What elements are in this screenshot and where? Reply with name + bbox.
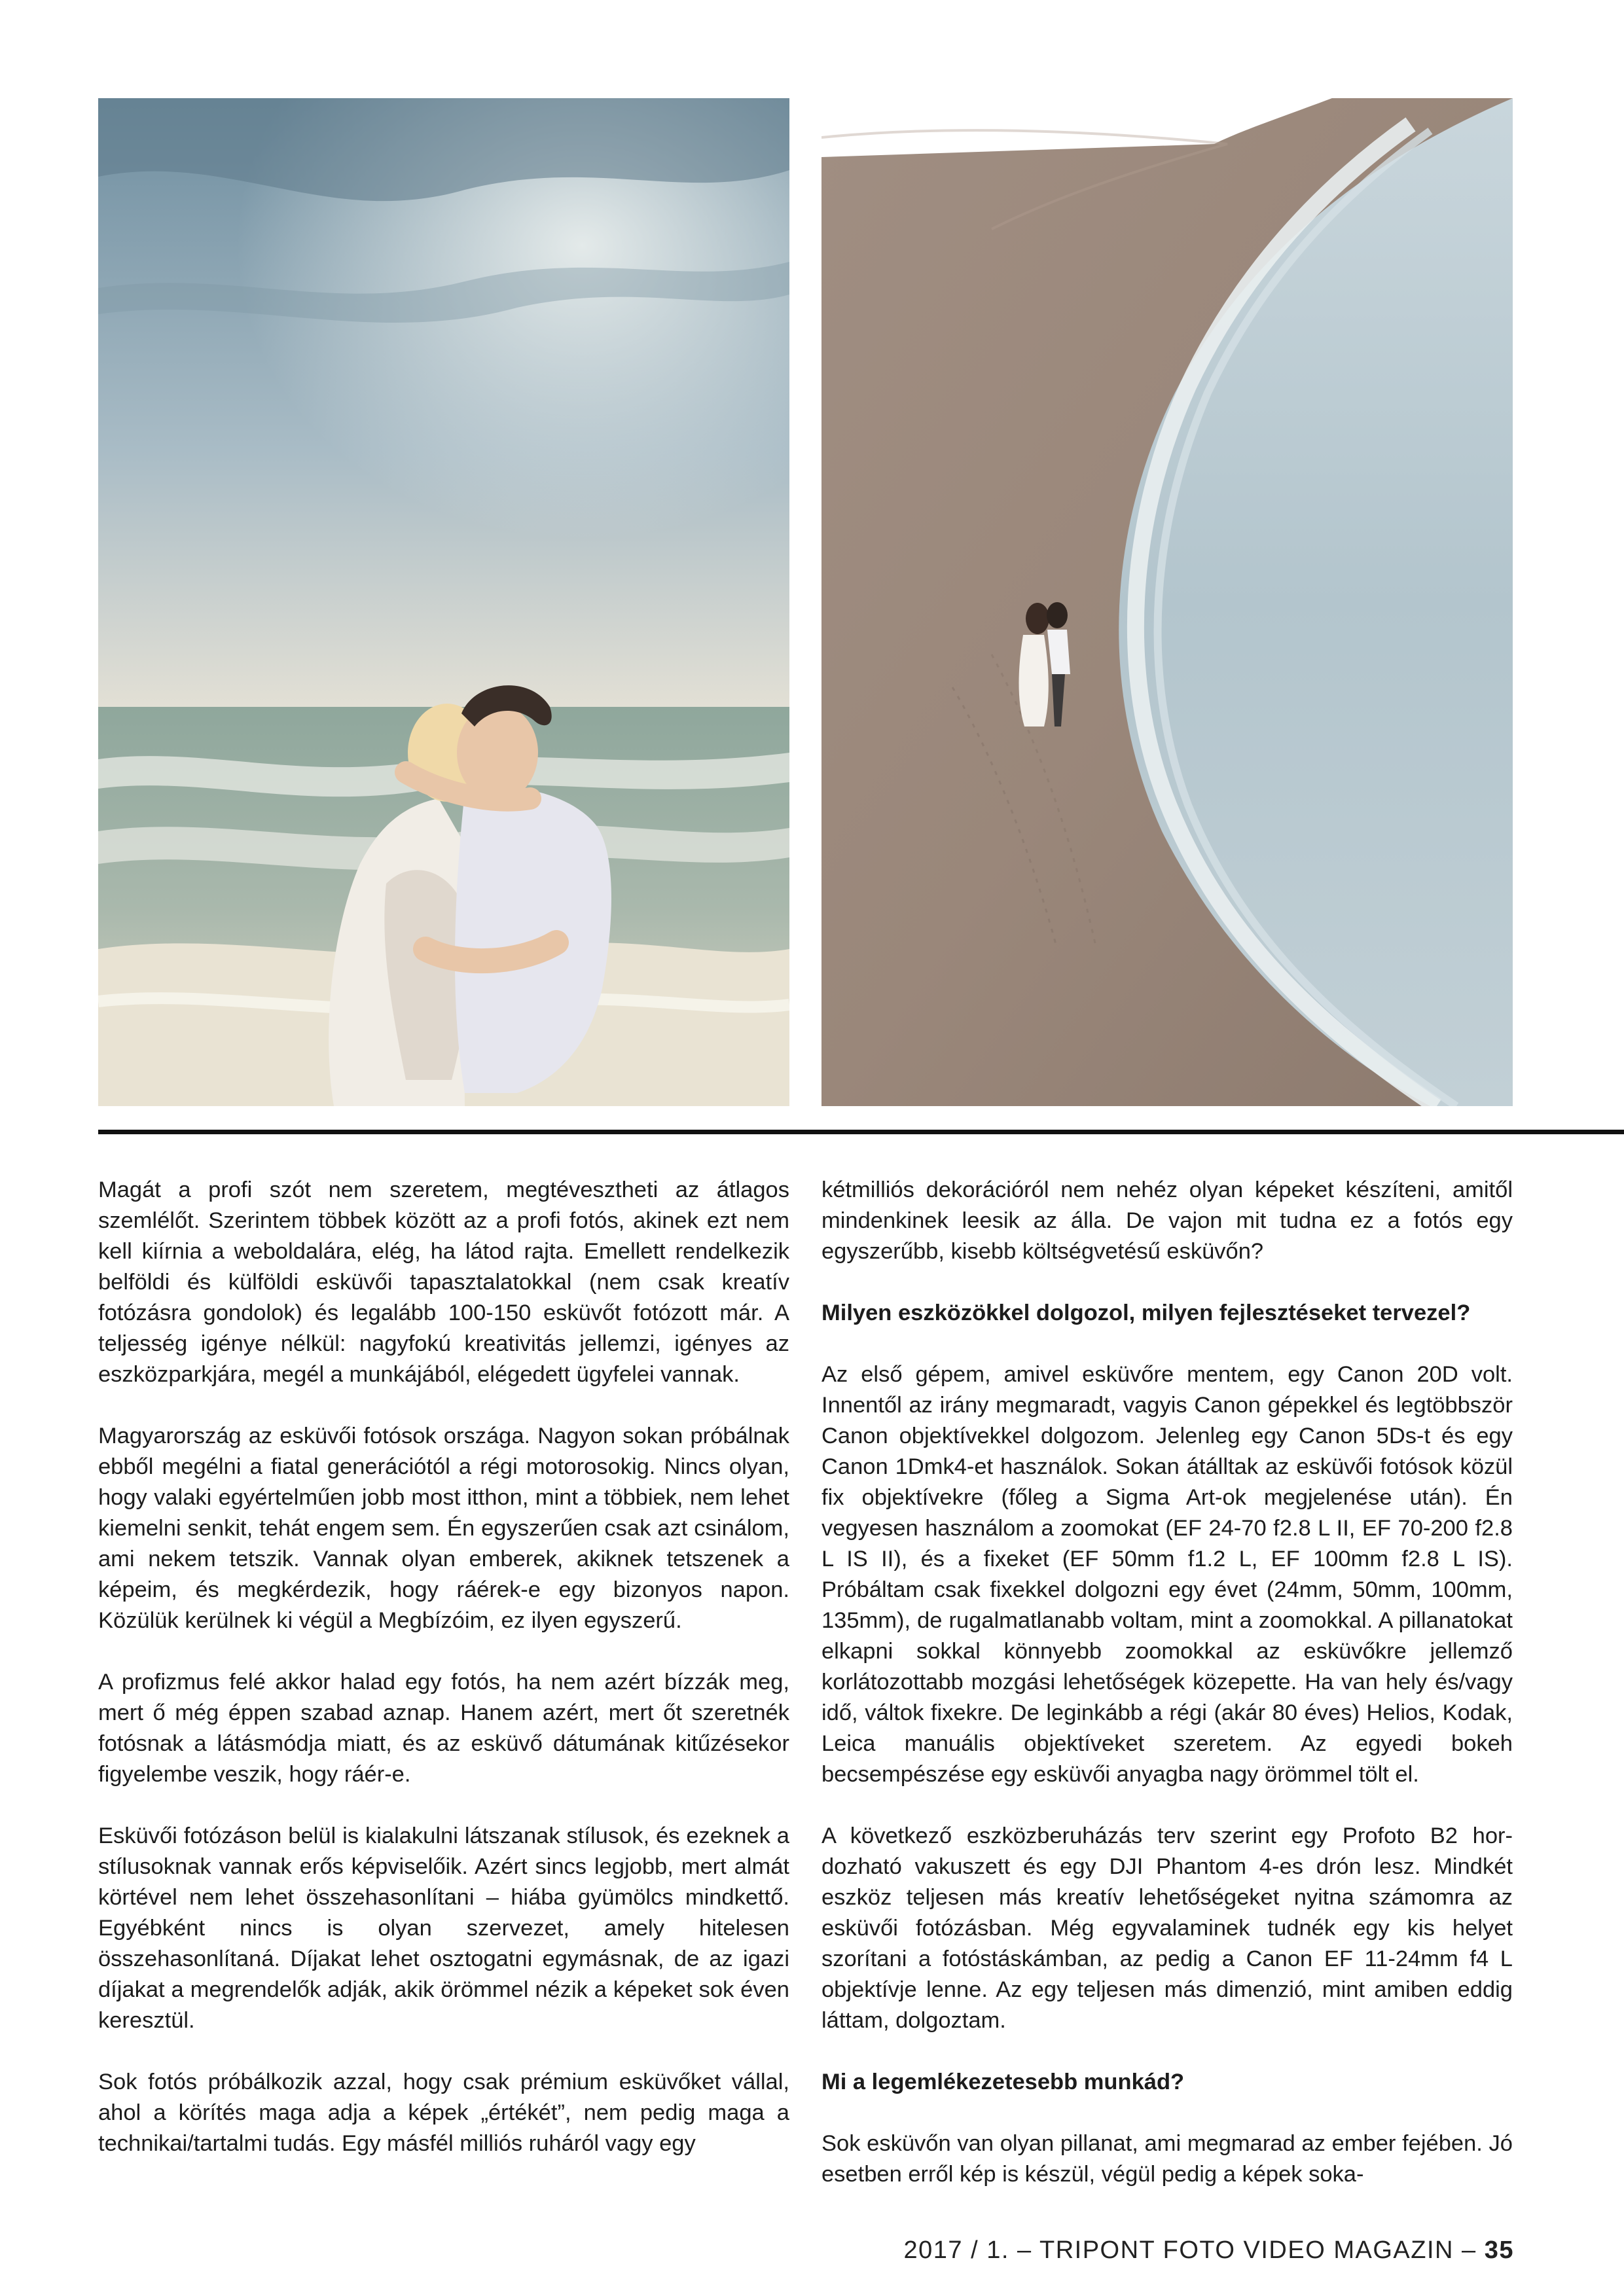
article-column-right xyxy=(821,1175,1513,2221)
photo-sand-spit-aerial xyxy=(821,98,1513,1106)
paragraph: Esküvői fotózáson belül is kialakulni látszanak stílusok, és ezeknek a stílusoknak vannak erős képviselőik. Azért sincs legjobb, mert almát körtével nem lehet összehasonlítani – hiába gyümölcs mindkettő. Egyébként nincs is olyan szervezet, amely hitelesen összehasonlítaná. Díjakat lehet osztogatni egymásnak, de az igazi díjakat a megrendelők adják, akik örömmel nézik a képeket sok éven keresztül. xyxy=(98,1823,789,2033)
paragraph: Sok esküvőn van olyan pillanat, ami megmarad az ember fejében. Jó esetben erről kép is készül, végül pedig a képek soka- xyxy=(821,2131,1513,2187)
paragraph: A profizmus felé akkor halad egy fotós, ha nem azért bízzák meg, mert ő még éppen szabad aznap. Hanem azért, mert őt szeretnék fotósnak a látásmódja miatt, és az esküvő dátumának kitűzésekor figyelembe veszik, hogy ráér-e. xyxy=(98,1670,789,1787)
paragraph: Magát a profi szót nem szeretem, megtévesztheti az átlagos szemlélőt. Szerintem többek között az a profi fotós, akinek ezt nem kell kiírnia a weboldalára, elég, ha látod rajta. Emellett rendelkezik belföldi és külföldi esküvői tapasztalatokkal (nem csak kreatív fotózásra gondolok) és legalább 100-150 esküvőt fotózott már. A teljesség igénye nélkül: nagyfokú kreativitás jellemzi, igényes az eszközparkjára, megél a munkájából, elégedett ügyfelei vannak. xyxy=(98,1177,789,1387)
page-number: 35 xyxy=(1484,2236,1514,2264)
footer-publication: 2017 / 1. – TRIPONT FOTO VIDEO MAGAZIN – xyxy=(903,2236,1477,2264)
article-column-left xyxy=(98,1175,789,2190)
sand-spit-image xyxy=(821,98,1513,1106)
interview-question: Mi a legemlékezetesebb munkád? xyxy=(821,2070,1185,2094)
paragraph: Magyarország az esküvői fotósok országa. Nagyon sokan próbálnak ebből megélni a fiatal generációtól a régi motorosokig. Nincs olyan, hogy valaki egyértelműen jobb most itthon, mint a többiek, nem lehet kiemelni senkit, tehát engem sem. Én egyszerűen csak azt csinálom, ami nekem tetszik. Vannak olyan emberek, akiknek tetszenek a képeim, és megkérdezik, hogy ráérek-e egy bizonyos napon. Közülük kerülnek ki végül a Megbízóim, ez ilyen egyszerű. xyxy=(98,1424,789,1633)
interview-question: Milyen eszközökkel dolgozol, milyen fejlesztéseket tervezel? xyxy=(821,1300,1471,1325)
page-footer xyxy=(904,2234,1514,2267)
section-divider xyxy=(98,1130,1624,1134)
paragraph: Sok fotós próbálkozik azzal, hogy csak prémium esküvőket vállal, ahol a körítés maga adja a képek „értékét”, nem pedig maga a technikai/tartalmi tudás. Egy másfél milliós ruháról vagy egy xyxy=(98,2070,789,2156)
paragraph: A következő eszközberuházás terv szerint egy Profoto B2 hordozható vakuszett és egy DJI Phantom 4-es drón lesz. Mindkét eszköz teljesen más kreatív lehetőségeket nyitna számomra az esküvői fotózásban. Még egyvalaminek tudnék egy kis helyet szorítani a fotóstáskámban, az pedig a Canon EF 11-24mm f4 L objektívje lenne. Az egy teljesen más dimenzió, mint amiben eddig láttam, dolgoztam. xyxy=(821,1823,1513,2033)
photo-couple-beach xyxy=(98,98,789,1106)
paragraph: kétmilliós dekorációról nem nehéz olyan képeket készíteni, amitől mindenkinek leesik az álla. De vajon mit tudna ez a fotós egy egyszerűbb, kisebb költségvetésű esküvőn? xyxy=(821,1177,1513,1264)
paragraph: Az első gépem, amivel esküvőre mentem, egy Canon 20D volt. Innentől az irány megmaradt, vagyis Canon gépekkel és legtöbbször Canon objektívekkel dolgozom. Jelenleg egy Canon 5Ds-t és egy Canon 1Dmk4-et használok. Sokan átálltak az esküvői fotósok közül fix objektívekre (főleg a Sigma Art-ok megjelenése után). Én vegyesen használom a zoomokat (EF 24-70 f2.8 L II, EF 70-200 f2.8 L IS II), és a fixeket (EF 50mm f1.2 L, EF 100mm f2.8 L IS). Próbáltam csak fixekkel dolgozni egy évet (24mm, 50mm, 100mm, 135mm), de rugalmatlanabb voltam, mint a zoomokkal. A pillanatokat elkapni sokkal könnyebb zoomokkal az esküvőkre jellemző korlátozottabb mozgási lehetőségek közepette. Ha van hely és/vagy idő, váltok fixekre. De leginkább a régi (akár 80 éves) Helios, Kodak, Leica manuális objektíveket szeretem. Az egyedi bokeh becsempészése egy esküvői anyagba nagy örömmel tölt el. xyxy=(821,1362,1513,1787)
couple-beach-image xyxy=(98,98,789,1106)
